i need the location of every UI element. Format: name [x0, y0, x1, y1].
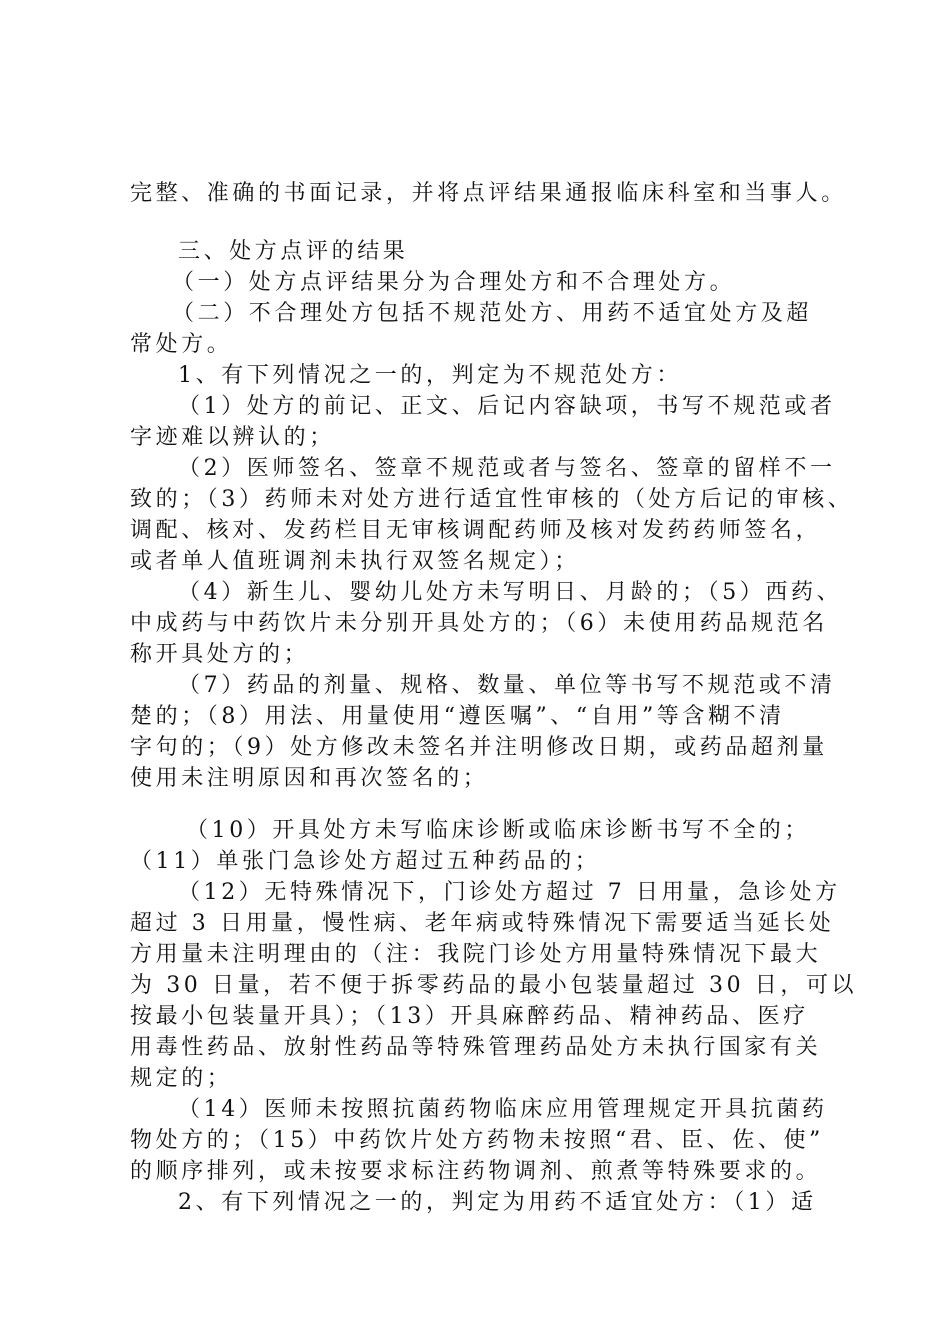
text-line: 调配、核对、发药栏目无审核调配药师及核对发药药师签名，: [130, 518, 822, 543]
text-line: 或者单人值班调剂未执行双签名规定）；: [130, 549, 580, 574]
text-line: 完整、准确的书面记录，并将点评结果通报临床科室和当事人。: [130, 181, 847, 206]
text-line: 按最小包装量开具）；（13）开具麻醉药品、精神药品、医疗: [130, 1004, 809, 1029]
section-heading: 三、处方点评的结果: [178, 239, 409, 264]
text-line: 使用未注明原因和再次签名的；: [130, 766, 489, 791]
text-line: （2）医师签名、签章不规范或者与签名、签章的留样不一: [178, 456, 836, 481]
text-line: （4）新生儿、婴幼儿处方未写明日、月龄的；（5）西药、: [178, 580, 843, 605]
text-line: （二）不合理处方包括不规范处方、用药不适宜处方及超: [172, 301, 813, 326]
text-line: 2、有下列情况之一的，判定为用药不适宜处方：（1）适: [178, 1190, 817, 1215]
text-line: 中成药与中药饮片未分别开具处方的；（6）未使用药品规范名: [130, 611, 828, 636]
text-line: （7）药品的剂量、规格、数量、单位等书写不规范或不清: [178, 673, 836, 698]
text-line: 1、有下列情况之一的，判定为不规范处方：: [178, 363, 682, 388]
text-line: 常处方。: [130, 332, 233, 357]
text-line: 用毒性药品、放射性药品等特殊管理药品处方未执行国家有关: [130, 1035, 822, 1060]
text-line: 的顺序排列，或未按要求标注药物调剂、煎煮等特殊要求的。: [130, 1159, 822, 1184]
text-line: （11）单张门急诊处方超过五种药品的；: [130, 849, 601, 874]
text-line: （一）处方点评结果分为合理处方和不合理处方。: [172, 270, 736, 295]
text-line: （14）医师未按照抗菌药物临床应用管理规定开具抗菌药: [178, 1097, 828, 1122]
text-line: （1）处方的前记、正文、后记内容缺项，书写不规范或者: [178, 394, 836, 419]
text-line: 字迹难以辨认的；: [130, 425, 335, 450]
text-line: 楚的；（8）用法、用量使用“遵医嘱”、“自用”等含糊不清: [130, 704, 785, 729]
text-line: （12）无特殊情况下，门诊处方超过 7 日用量，急诊处方: [178, 880, 841, 905]
text-line: 方用量未注明理由的（注：我院门诊处方用量特殊情况下最大: [130, 942, 822, 967]
text-line: 规定的；: [130, 1066, 233, 1091]
text-line: （10）开具处方未写临床诊断或临床诊断书写不全的；: [186, 818, 810, 843]
text-line: 字句的；（9）处方修改未签名并注明修改日期，或药品超剂量: [130, 735, 828, 760]
text-line: 物处方的；（15）中药饮片处方药物未按照“君、臣、佐、使”: [130, 1128, 824, 1153]
text-line: 称开具处方的；: [130, 642, 310, 667]
text-line: 致的；（3）药师未对处方进行适宜性审核的（处方后记的审核、: [130, 487, 854, 512]
text-line: 超过 3 日用量，慢性病、老年病或特殊情况下需要适当延长处: [130, 911, 835, 936]
text-line: 为 30 日量，若不便于拆零药品的最小包装量超过 30 日，可以: [130, 973, 858, 998]
